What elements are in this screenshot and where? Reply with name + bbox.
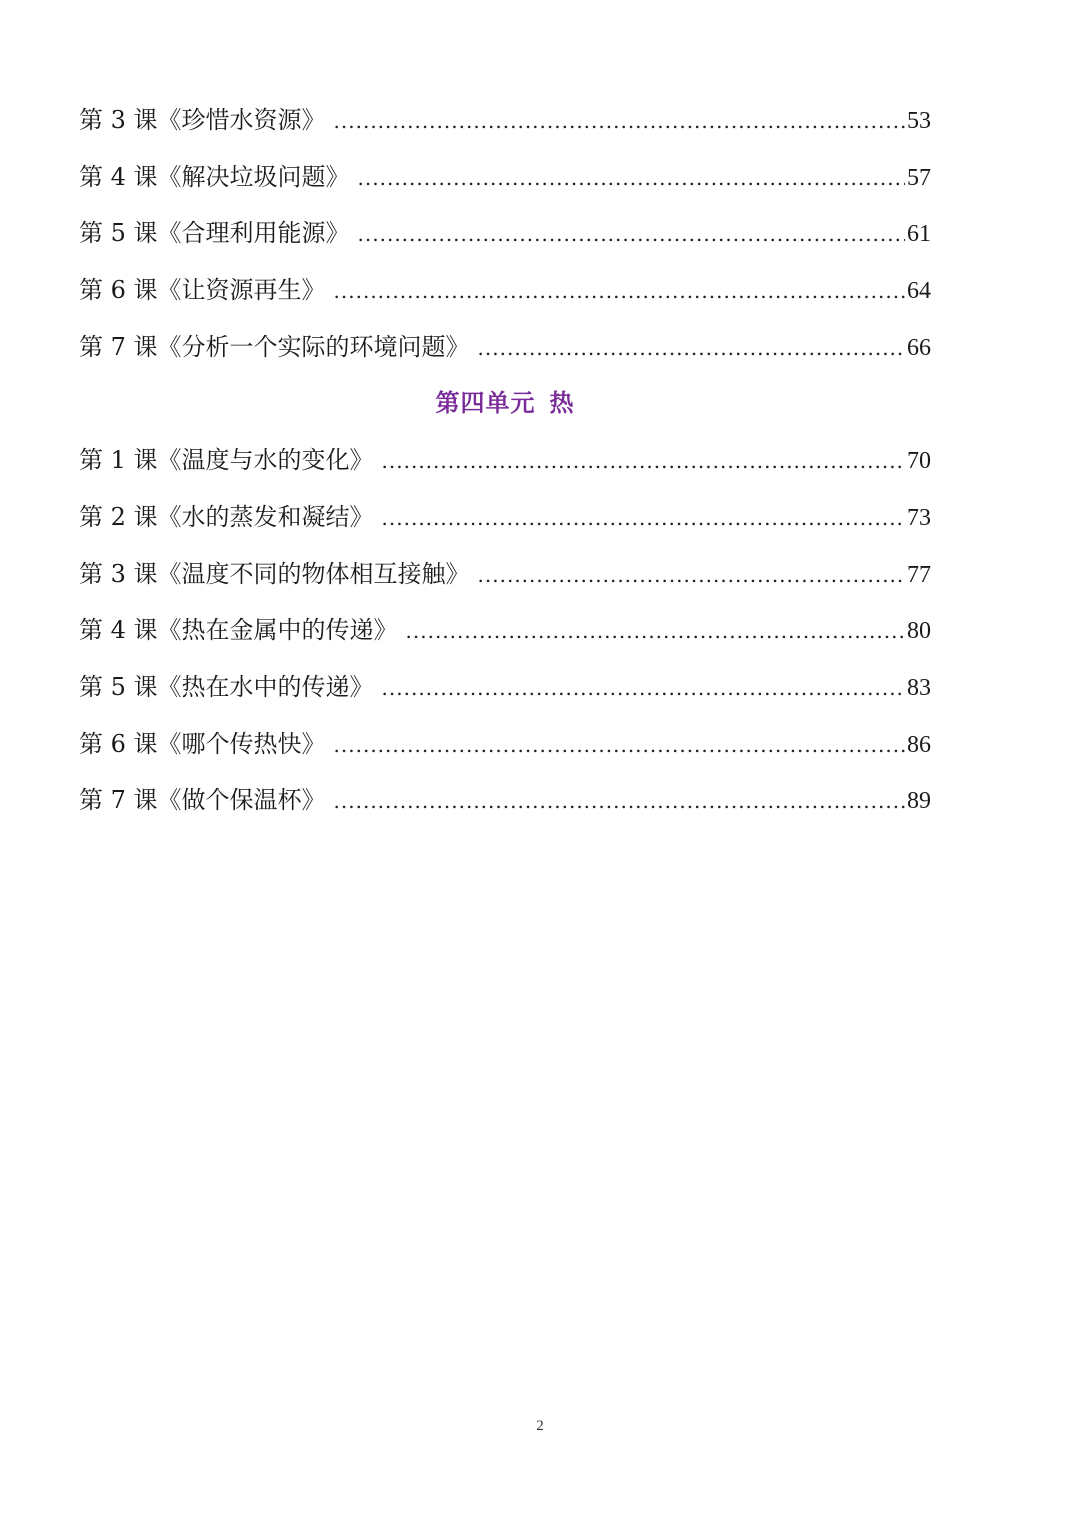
lesson-title: 《分析一个实际的环境问题》 bbox=[157, 332, 470, 361]
lesson-title: 《热在金属中的传递》 bbox=[157, 616, 398, 645]
lesson-number: 第 1 课 bbox=[79, 446, 158, 475]
dot-leader bbox=[334, 99, 905, 143]
toc-entry[interactable] bbox=[79, 268, 931, 325]
dot-leader bbox=[382, 496, 905, 540]
lesson-number: 第 7 课 bbox=[79, 786, 158, 815]
page-number: 57 bbox=[907, 164, 931, 191]
dot-leader bbox=[358, 156, 905, 200]
toc-entry[interactable] bbox=[79, 722, 931, 779]
page-number: 77 bbox=[907, 561, 931, 588]
toc-entry[interactable] bbox=[79, 665, 931, 722]
page-number: 53 bbox=[907, 108, 931, 134]
table-of-contents bbox=[79, 98, 931, 835]
dot-leader bbox=[382, 666, 905, 710]
lesson-title: 《解决垃圾问题》 bbox=[157, 162, 350, 191]
lesson-number: 第 7 课 bbox=[79, 332, 158, 361]
toc-entry[interactable] bbox=[79, 495, 931, 552]
lesson-number: 第 2 课 bbox=[79, 502, 158, 531]
toc-entry[interactable] bbox=[79, 98, 931, 155]
toc-entry[interactable] bbox=[79, 778, 931, 835]
page-number: 70 bbox=[907, 448, 931, 475]
page-number: 80 bbox=[907, 618, 931, 645]
lesson-title: 《做个保温杯》 bbox=[157, 786, 326, 815]
dot-leader bbox=[478, 553, 905, 597]
lesson-title: 《水的蒸发和凝结》 bbox=[157, 502, 374, 531]
dot-leader bbox=[406, 609, 905, 653]
lesson-number: 第 5 课 bbox=[79, 219, 158, 248]
page-number: 66 bbox=[907, 334, 931, 361]
lesson-title: 《合理利用能源》 bbox=[157, 219, 350, 248]
unit-heading[interactable] bbox=[79, 381, 931, 438]
page-number: 64 bbox=[907, 278, 931, 305]
dot-leader bbox=[478, 326, 905, 370]
lesson-number: 第 5 课 bbox=[79, 672, 158, 701]
lesson-title: 《温度与水的变化》 bbox=[157, 446, 374, 475]
lesson-number: 第 6 课 bbox=[79, 729, 158, 758]
lesson-title: 《珍惜水资源》 bbox=[157, 106, 326, 134]
lesson-title: 《热在水中的传递》 bbox=[157, 672, 374, 701]
lesson-title: 《哪个传热快》 bbox=[157, 729, 326, 758]
page-number: 73 bbox=[907, 504, 931, 531]
lesson-title: 《让资源再生》 bbox=[157, 276, 326, 305]
toc-entry[interactable] bbox=[79, 155, 931, 212]
page-number: 61 bbox=[907, 221, 931, 248]
toc-entry[interactable] bbox=[79, 608, 931, 665]
lesson-number: 第 3 课 bbox=[79, 559, 158, 588]
page-number: 83 bbox=[907, 674, 931, 701]
dot-leader bbox=[334, 269, 905, 313]
dot-leader bbox=[334, 723, 905, 767]
lesson-number: 第 4 课 bbox=[79, 162, 158, 191]
unit-label: 第四单元 bbox=[435, 388, 536, 418]
lesson-number: 第 3 课 bbox=[79, 106, 158, 134]
lesson-number: 第 4 课 bbox=[79, 616, 158, 645]
page-number: 89 bbox=[907, 788, 931, 815]
toc-entry[interactable] bbox=[79, 438, 931, 495]
dot-leader bbox=[334, 779, 905, 823]
toc-entry[interactable] bbox=[79, 552, 931, 609]
toc-entry[interactable] bbox=[79, 211, 931, 268]
lesson-title: 《温度不同的物体相互接触》 bbox=[157, 559, 470, 588]
footer-page-number: 2 bbox=[536, 1418, 544, 1434]
unit-topic: 热 bbox=[549, 388, 575, 418]
page-number: 86 bbox=[907, 731, 931, 758]
dot-leader bbox=[382, 439, 905, 483]
toc-entry[interactable] bbox=[79, 325, 931, 382]
lesson-number: 第 6 课 bbox=[79, 276, 158, 305]
dot-leader bbox=[358, 212, 905, 256]
